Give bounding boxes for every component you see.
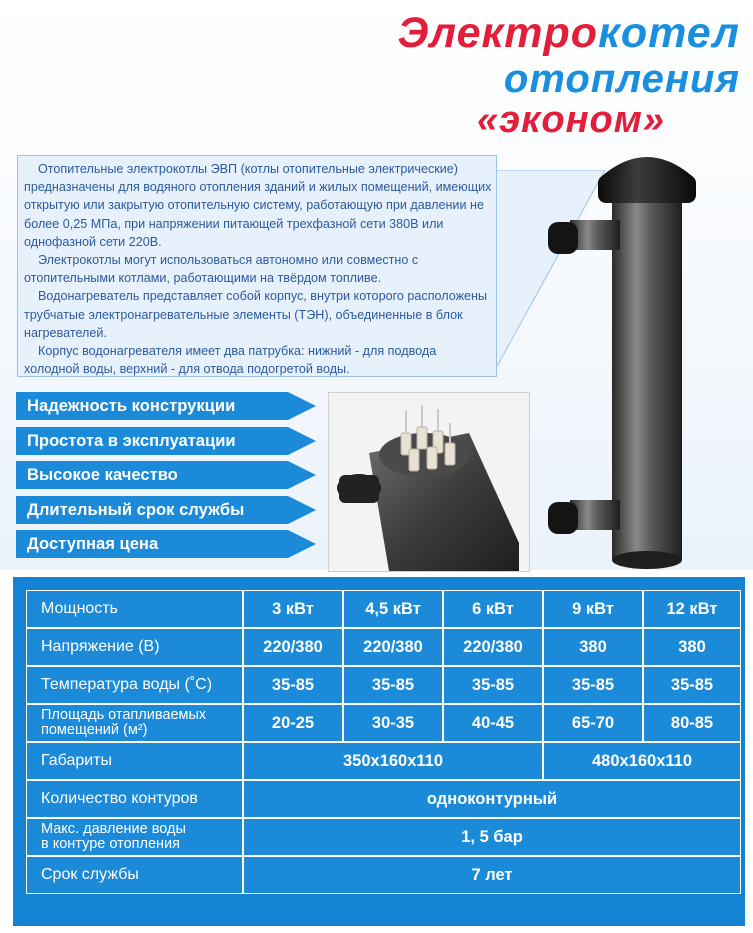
description-paragraph: Водонагреватель представляет собой корпус, внутри которого расположены трубчатые электронагревательные элементы (ТЭН), объединенные в блок нагревателей. (24, 289, 488, 340)
heating-element-illustration (329, 393, 529, 571)
specifications-table (26, 590, 741, 894)
table-row (26, 856, 741, 894)
feature-item (16, 496, 316, 524)
row-label-line: помещений (м²) (41, 722, 148, 738)
boiler-illustration (540, 150, 700, 570)
table-row (26, 704, 741, 742)
row-label-line: в контуре отопления (41, 836, 180, 852)
table-cell: одноконтурный (243, 780, 741, 818)
description-paragraph: Корпус водонагревателя имеет два патрубка: нижний - для подвода холодной воды, верхний - для отвода подогретой воды. (24, 344, 437, 377)
row-label-dimensions: Габариты (26, 742, 243, 780)
row-label-voltage: Напряжение (В) (26, 628, 243, 666)
table-cell: 35-85 (343, 666, 443, 704)
table-row (26, 590, 741, 628)
heating-element-photo (328, 392, 530, 572)
table-cell: 1, 5 бар (243, 818, 741, 856)
title-line-2: отопления (503, 57, 740, 101)
feature-label: Высокое качество (27, 465, 178, 484)
row-label-lifetime: Срок службы (26, 856, 243, 894)
boiler-product-image (540, 150, 700, 570)
table-row (26, 742, 741, 780)
table-cell: 380 (643, 628, 741, 666)
table-cell: 35-85 (643, 666, 741, 704)
table-cell: 9 кВт (543, 590, 643, 628)
feature-item (16, 530, 316, 558)
table-cell: 35-85 (243, 666, 343, 704)
row-label-line: Макс. давление воды (41, 821, 186, 837)
description-text (24, 160, 494, 378)
table-cell: 220/380 (443, 628, 543, 666)
title-line-1 (300, 10, 740, 56)
row-label-water-temp: Температура воды (˚С) (26, 666, 243, 704)
table-cell: 7 лет (243, 856, 741, 894)
description-paragraph: Электрокотлы могут использоваться автономно или совместно с отопительными котлами, работающими на твёрдом топливе. (24, 253, 419, 286)
feature-item (16, 427, 316, 455)
table-cell: 40-45 (443, 704, 543, 742)
table-cell: 4,5 кВт (343, 590, 443, 628)
table-cell: 12 кВт (643, 590, 741, 628)
page-title (300, 10, 740, 140)
table-cell: 35-85 (543, 666, 643, 704)
table-cell: 6 кВт (443, 590, 543, 628)
table-row (26, 780, 741, 818)
table-cell: 80-85 (643, 704, 741, 742)
table-row (26, 628, 741, 666)
feature-label: Доступная цена (27, 534, 159, 553)
description-paragraph: Отопительные электрокотлы ЭВП (котлы отопительные электрические) предназначены для водяного отопления зданий и жилых помещений, имеющих открытую или закрытую отопительную систему, работающую при давлении не более 0,25 МПа, при напряжении питающей трехфазной сети 380В или однофазной сети 220В. (24, 162, 492, 249)
title-line-3: «эконом» (477, 99, 665, 141)
table-cell: 3 кВт (243, 590, 343, 628)
table-row (26, 818, 741, 856)
feature-label: Длительный срок службы (27, 499, 245, 519)
title-word-kotel: котел (598, 9, 740, 57)
row-label-pressure (26, 818, 243, 856)
table-cell: 20-25 (243, 704, 343, 742)
table-cell: 220/380 (243, 628, 343, 666)
feature-label: Надежность конструкции (27, 396, 236, 415)
table-cell: 220/380 (343, 628, 443, 666)
row-label-power: Мощность (26, 590, 243, 628)
feature-label: Простота в эксплуатации (27, 430, 236, 450)
table-cell: 30-35 (343, 704, 443, 742)
table-cell: 480х160х110 (543, 742, 741, 780)
feature-list (16, 392, 316, 565)
row-label-line: Площадь отапливаемых (41, 707, 207, 723)
feature-item (16, 461, 316, 489)
row-label-area (26, 704, 243, 742)
table-cell: 350х160х110 (243, 742, 543, 780)
table-cell: 35-85 (443, 666, 543, 704)
table-cell: 65-70 (543, 704, 643, 742)
feature-item (16, 392, 316, 420)
table-cell: 380 (543, 628, 643, 666)
row-label-circuits: Количество контуров (26, 780, 243, 818)
table-row (26, 666, 741, 704)
title-word-electro: Электро (397, 9, 599, 57)
